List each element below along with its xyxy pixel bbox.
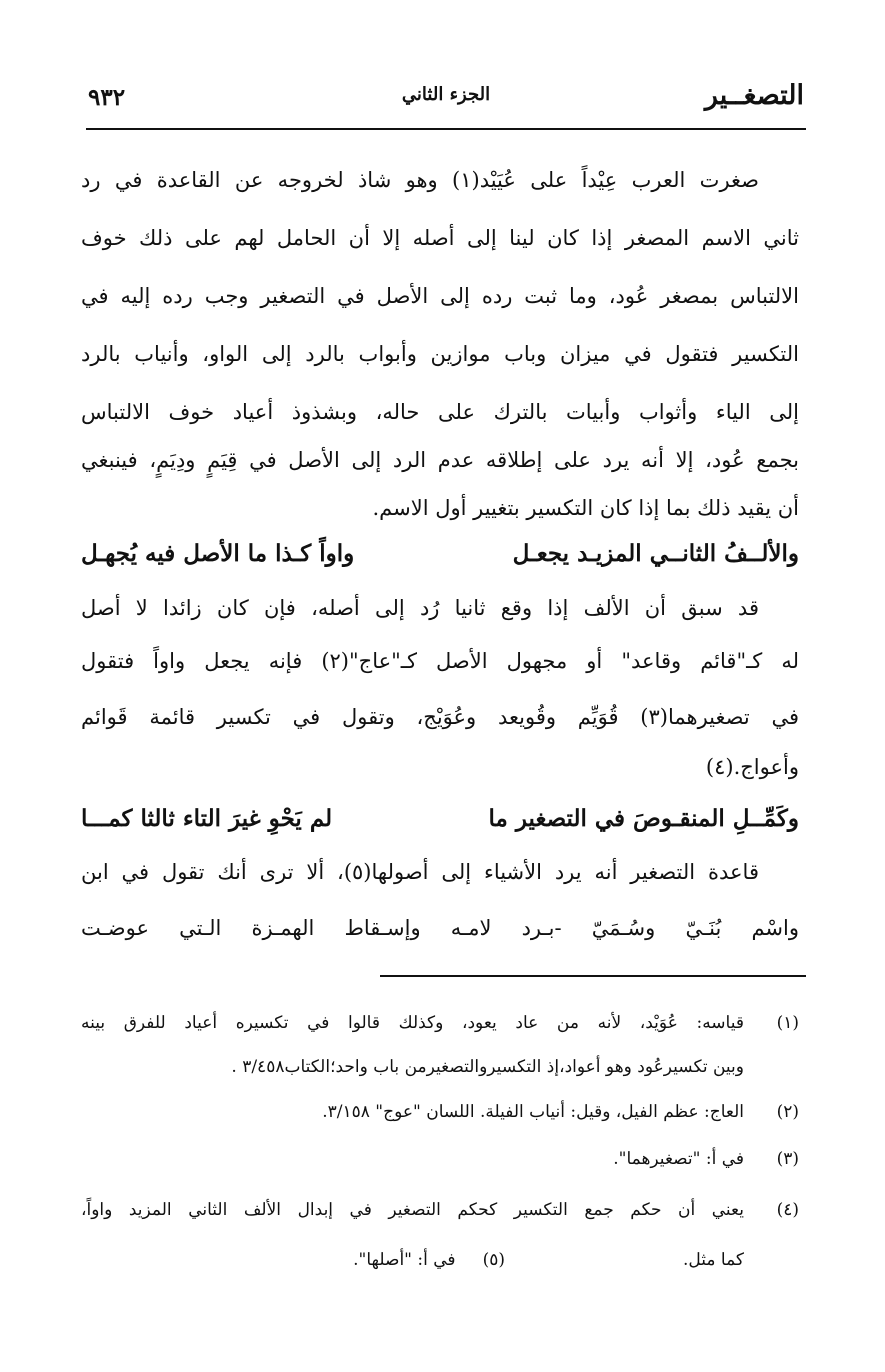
footnote-text-continued: وبين تكسيرعُود وهو أعواد،إذ التكسيروالتصغيرمن باب واحد؛الكتاب٣/٤٥٨ .	[231, 1057, 744, 1077]
verse-line	[81, 530, 799, 578]
verse-hemistich-first: وكَمِّــلِ المنقـوصَ في التصغير ما	[488, 805, 799, 832]
body-line: الالتباس بمصغر عُود، وما ثبت رده إلى الأصل في التصغير وجب رده إليه في	[81, 284, 799, 308]
footnote-separator	[380, 975, 806, 977]
body-line: واسْم بُنَـيّ وسُـمَيّ -بـرد لامـه وإسـقاط الهمـزة الـتي عوضـت	[81, 916, 799, 940]
footnote-text: يعني أن حكم جمع التكسير كحكم التصغير في إبدال الألف الثاني المزيد واواً،	[81, 1200, 744, 1220]
footnote-number: (٣)	[776, 1149, 799, 1169]
page-header	[88, 80, 804, 124]
header-rule	[86, 128, 806, 130]
footnote-text: قياسه: عُوَيْد، لأنه من عاد يعود، وكذلك قالوا في تكسيره أعياد للفرق بينه	[81, 1013, 744, 1033]
body-line: إلى الياء وأثواب وأبيات بالترك على حاله، وبشذوذ أعياد خوف الالتباس	[81, 400, 799, 424]
footnote-number: (٥)	[482, 1250, 505, 1270]
verse-line	[81, 795, 799, 843]
footnote	[81, 1195, 799, 1225]
body-line: قد سبق أن الألف إذا وقع ثانيا رُد إلى أصله، فإن كان زائدا لا أصل	[81, 596, 759, 620]
chapter-title: التصغــير	[704, 80, 804, 111]
footnote	[81, 1097, 799, 1127]
footnote-inline	[353, 1245, 505, 1275]
body-line: في تصغيرهما(٣) قُوَيِّم وقُويعد وعُوَيْج، وتقول في تكسير قائمة قَوائم	[81, 705, 799, 729]
page-number: ٩٣٢	[88, 84, 126, 111]
body-line: أن يقيد ذلك بما إذا كان التكسير بتغيير أول الاسم.	[372, 496, 799, 520]
verse-hemistich-second: واواً كـذا ما الأصل فيه يُجهـل	[81, 540, 355, 567]
footnote-text: في أ: "تصغيرهما".	[613, 1149, 744, 1169]
verse-hemistich-first: والألــفُ الثانــي المزيـد يجعـل	[512, 540, 799, 567]
body-line: صغرت العرب عِيْداً على عُيَيْد(١) وهو شاذ لخروجه عن القاعدة في رد	[81, 168, 759, 192]
body-line: بجمع عُود، إلا أنه يرد على إطلاقه عدم الرد إلى الأصل في قِيَمٍ ودِيَمٍ، فينبغي	[81, 448, 799, 472]
body-line: وأعواج.(٤)	[705, 755, 799, 779]
part-label: الجزء الثاني	[401, 84, 491, 105]
footnote-text: في أ: "أصلها".	[353, 1250, 456, 1270]
footnote-text: العاج: عظم الفيل، وقيل: أنياب الفيلة. اللسان "عوج" ٣/١٥٨.	[322, 1102, 744, 1122]
body-line: له كـ"قائم وقاعد" أو مجهول الأصل كـ"عاج"(٢) فإنه يجعل واواً فتقول	[81, 649, 799, 673]
verse-hemistich-second: لم يَحْوِ غيرَ التاء ثالثا كمـــا	[81, 805, 333, 832]
body-line: ثاني الاسم المصغر إذا كان لينا إلى أصله إلا أن الحامل لهم على ذلك خوف	[81, 226, 799, 250]
footnote-number: (٤)	[776, 1200, 799, 1220]
footnote-text-continued: كما مثل.	[682, 1250, 744, 1270]
body-line: التكسير فتقول في ميزان وباب موازين وأبواب بالرد إلى الواو، وأنياب بالرد	[81, 342, 799, 366]
body-line: قاعدة التصغير أنه يرد الأشياء إلى أصولها(٥)، ألا ترى أنك تقول في ابن	[81, 860, 759, 884]
footnote	[81, 1144, 799, 1174]
footnote-number: (١)	[776, 1013, 799, 1033]
footnote-number: (٢)	[776, 1102, 799, 1122]
